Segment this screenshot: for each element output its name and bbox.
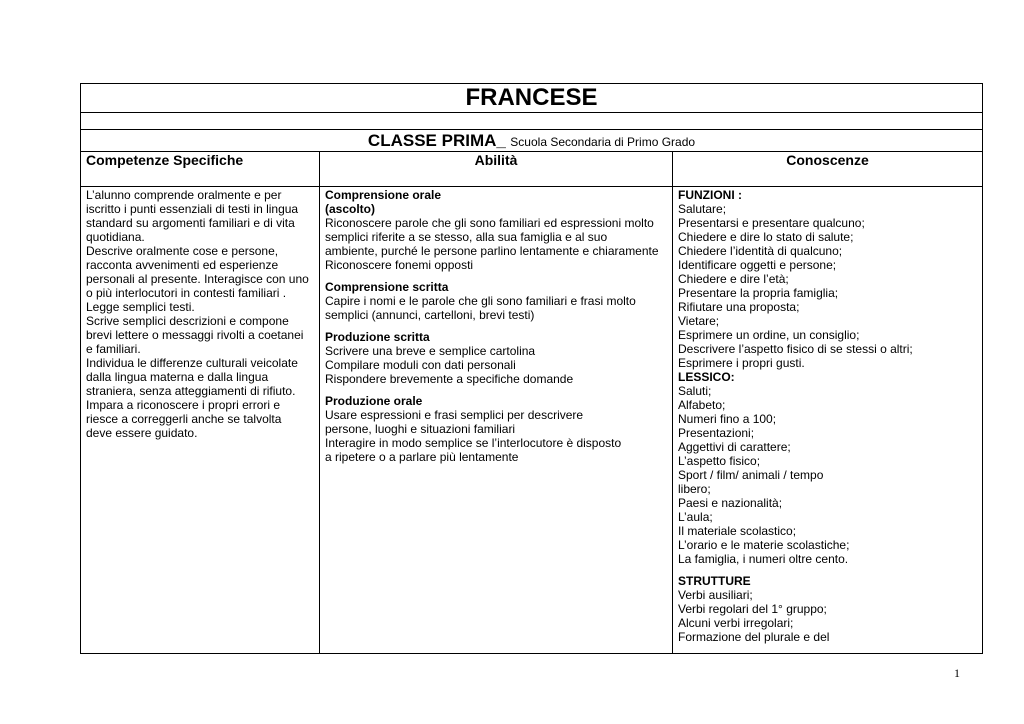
lessico-item: Aggettivi di carattere; — [678, 440, 791, 454]
competenze-column — [86, 188, 316, 440]
section-title-comprensione-scritta: Comprensione scritta — [325, 280, 449, 294]
funzioni-item: Salutare; — [678, 202, 727, 216]
competenze-line: personali al presente. Interagisce con uno — [86, 272, 309, 286]
funzioni-item: Chiedere e dire l’età; — [678, 272, 789, 286]
competenze-line: Descrive oralmente cose e persone, — [86, 244, 279, 258]
abilita-line: Interagire in modo semplice se l’interlocutore è disposto — [325, 436, 622, 450]
funzioni-item: Descrivere l’aspetto fisico di se stessi o altri; — [678, 342, 913, 356]
funzioni-item: Presentarsi e presentare qualcuno; — [678, 216, 865, 230]
lessico-item: Saluti; — [678, 384, 712, 398]
funzioni-item: Vietare; — [678, 314, 720, 328]
abilita-line: Compilare moduli con dati personali — [325, 358, 516, 372]
section-title-produzione-orale: Produzione orale — [325, 394, 423, 408]
header-conoscenze: Conoscenze — [786, 152, 869, 168]
abilita-line: Riconoscere fonemi opposti — [325, 258, 474, 272]
section-title-comprensione-orale: Comprensione orale — [325, 188, 442, 202]
class-heading — [80, 130, 983, 151]
abilita-line: semplici riferite a se stesso, alla sua famiglia e al suo — [325, 230, 608, 244]
abilita-line: Capire i nomi e le parole che gli sono familiari e frasi molto — [325, 294, 636, 308]
strutture-item: Verbi ausiliari; — [678, 588, 753, 602]
lessico-item: Sport / film/ animali / tempo — [678, 468, 824, 482]
lessico-item: L’orario e le materie scolastiche; — [678, 538, 850, 552]
section-title-lessico: LESSICO: — [678, 370, 735, 384]
lessico-item: L’aspetto fisico; — [678, 454, 761, 468]
lessico-item: L’aula; — [678, 510, 713, 524]
competenze-line: Legge semplici testi. — [86, 300, 195, 314]
funzioni-item: Presentare la propria famiglia; — [678, 286, 839, 300]
class-name: CLASSE PRIMA_ — [367, 131, 506, 150]
competenze-line: straniera, senza atteggiamenti di rifiuto. — [86, 384, 296, 398]
funzioni-item: Chiedere e dire lo stato di salute; — [678, 230, 854, 244]
competenze-line: Scrive semplici descrizioni e compone — [86, 314, 289, 328]
competenze-line: racconta avvenimenti ed esperienze — [86, 258, 279, 272]
abilita-line: semplici (annunci, cartelloni, brevi testi) — [325, 308, 535, 322]
competenze-line: e familiari. — [86, 342, 141, 356]
conoscenze-column — [678, 188, 978, 644]
competenze-line: deve essere guidato. — [86, 426, 198, 440]
abilita-line: a ripetere o a parlare più lentamente — [325, 450, 519, 464]
competenze-line: riesce a correggerli anche se talvolta — [86, 412, 282, 426]
abilita-line: Rispondere brevemente a specifiche domande — [325, 372, 574, 386]
competenze-line: iscritto i punti essenziali di testi in lingua — [86, 202, 299, 216]
competenze-line: standard su argomenti familiari e di vita — [86, 216, 295, 230]
funzioni-item: Chiedere l’identità di qualcuno; — [678, 244, 843, 258]
section-title-funzioni: FUNZIONI : — [678, 188, 742, 202]
section-title-produzione-scritta: Produzione scritta — [325, 330, 430, 344]
abilita-line: persone, luoghi e situazioni familiari — [325, 422, 516, 436]
funzioni-item: Esprimere i propri gusti. — [678, 356, 805, 370]
competenze-line: Individua le differenze culturali veicolate — [86, 356, 298, 370]
competenze-line: Impara a riconoscere i propri errori e — [86, 398, 281, 412]
strutture-item: Formazione del plurale e del — [678, 630, 830, 644]
funzioni-item: Rifiutare una proposta; — [678, 300, 800, 314]
school-level: Scuola Secondaria di Primo Grado — [510, 135, 696, 149]
competenze-line: quotidiana. — [86, 230, 145, 244]
strutture-item: Alcuni verbi irregolari; — [678, 616, 794, 630]
competenze-line: L’alunno comprende oralmente e per — [86, 188, 282, 202]
abilita-line: Usare espressioni e frasi semplici per descrivere — [325, 408, 584, 422]
competenze-line: dalla lingua materna e dalla lingua — [86, 370, 269, 384]
lessico-item: libero; — [678, 482, 711, 496]
abilita-line: Riconoscere parole che gli sono familiari ed espressioni molto — [325, 216, 654, 230]
competenze-line: o più interlocutori in contesti familiari . — [86, 286, 287, 300]
page-number: 1 — [954, 666, 960, 680]
abilita-column — [325, 188, 667, 464]
lessico-item: Presentazioni; — [678, 426, 755, 440]
page-title: FRANCESE — [465, 84, 598, 111]
strutture-item: Verbi regolari del 1° gruppo; — [678, 602, 827, 616]
abilita-line: ambiente, purché le persone parlino lentamente e chiaramente — [325, 244, 659, 258]
competenze-line: brevi lettere o messaggi rivolti a coetanei — [86, 328, 304, 342]
abilita-line: Scrivere una breve e semplice cartolina — [325, 344, 536, 358]
lessico-item: Alfabeto; — [678, 398, 726, 412]
section-title-strutture: STRUTTURE — [678, 574, 751, 588]
lessico-item: Il materiale scolastico; — [678, 524, 797, 538]
lessico-item: La famiglia, i numeri oltre cento. — [678, 552, 849, 566]
header-competenze: Competenze Specifiche — [86, 152, 244, 168]
header-abilita: Abilità — [474, 152, 518, 168]
lessico-item: Numeri fino a 100; — [678, 412, 777, 426]
section-subtitle-ascolto: (ascolto) — [325, 202, 376, 216]
funzioni-item: Esprimere un ordine, un consiglio; — [678, 328, 860, 342]
lessico-item: Paesi e nazionalità; — [678, 496, 783, 510]
funzioni-item: Identificare oggetti e persone; — [678, 258, 837, 272]
